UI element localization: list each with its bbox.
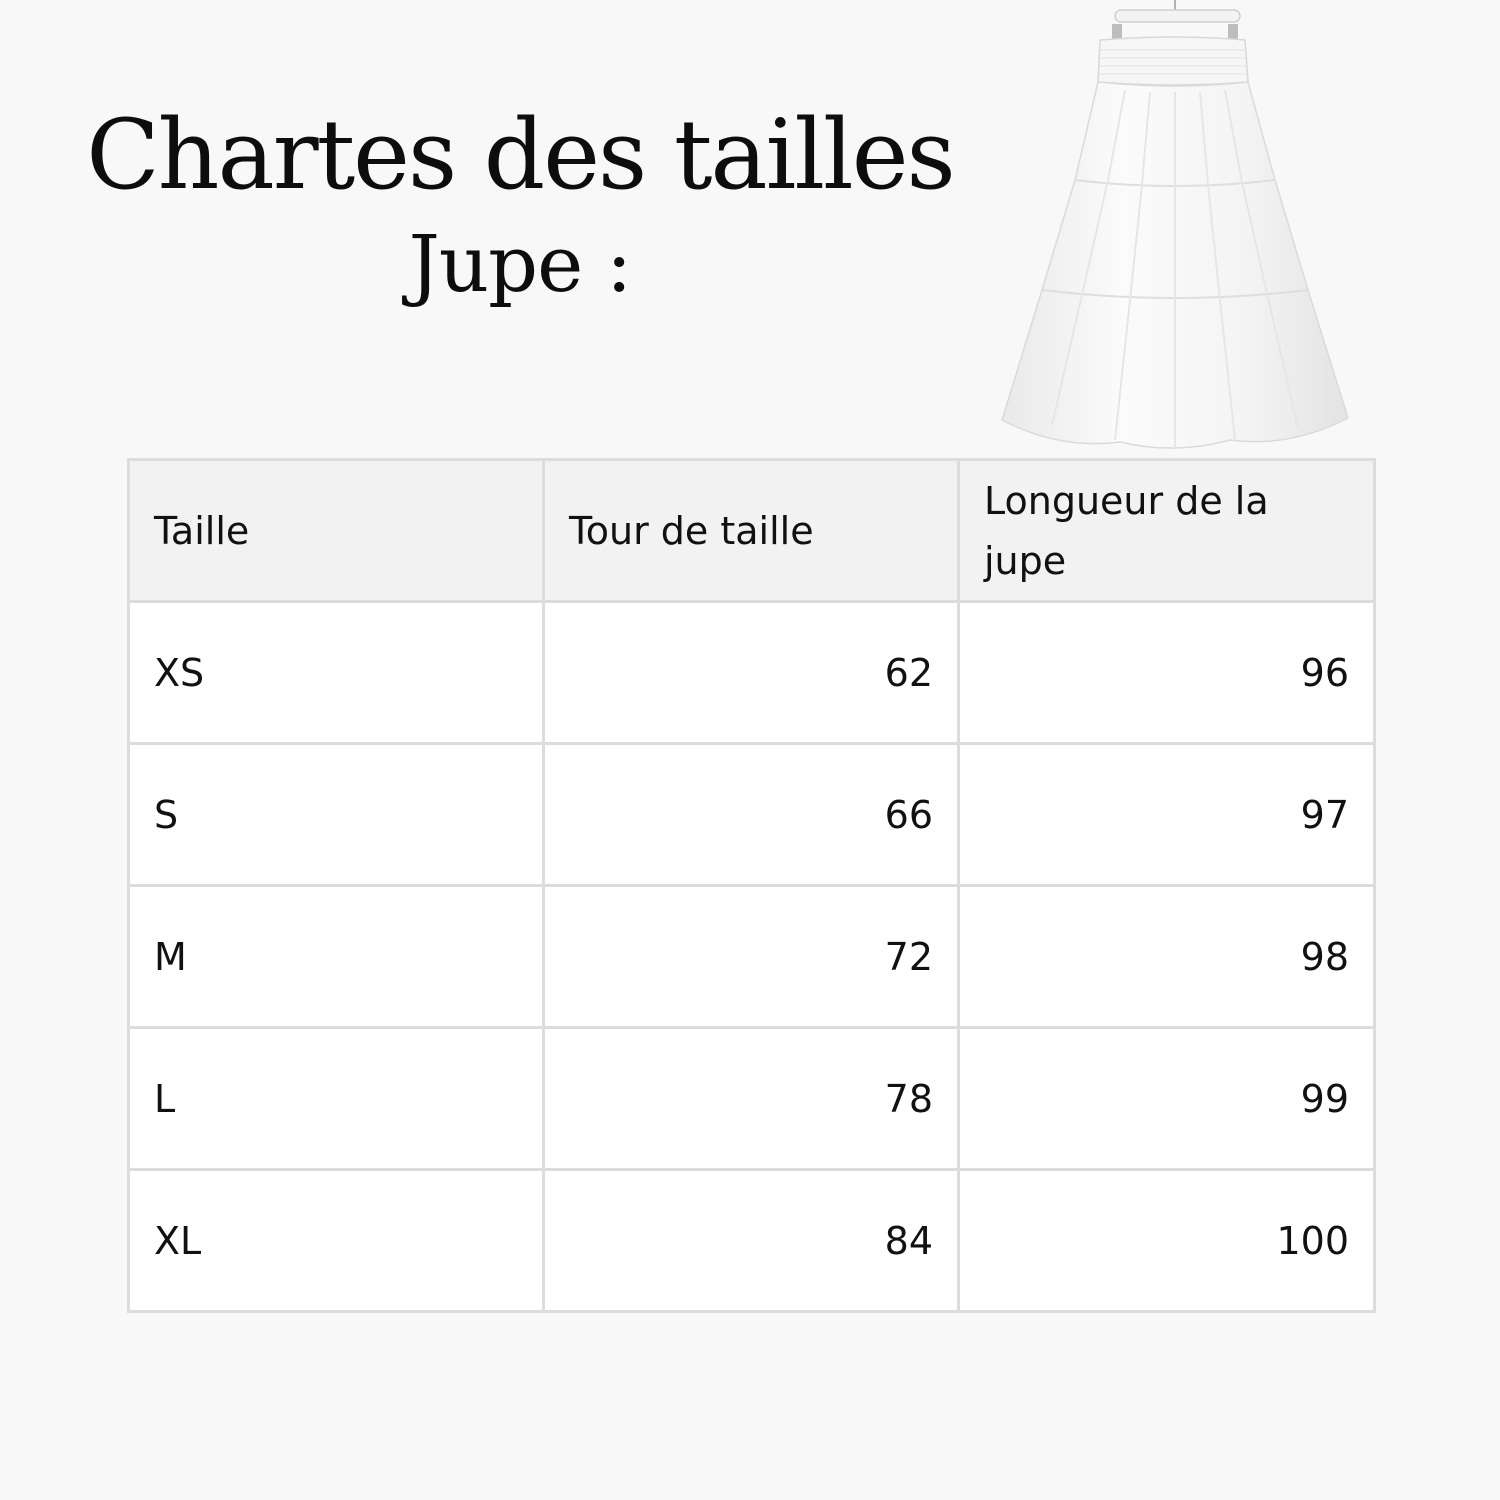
length-cell: 100 [959,1170,1375,1312]
column-header-waist: Tour de taille [544,460,959,602]
waist-cell: 78 [544,1028,959,1170]
column-header-length: Longueur de la jupe [959,460,1375,602]
table-row [129,1170,1375,1312]
length-cell: 98 [959,886,1375,1028]
size-cell: M [129,886,544,1028]
skirt-product-image [990,0,1360,455]
table-row [129,744,1375,886]
length-cell: 99 [959,1028,1375,1170]
size-cell: XL [129,1170,544,1312]
table-row [129,886,1375,1028]
size-cell: XS [129,602,544,744]
page-title: Chartes des tailles [86,99,954,211]
waist-cell: 84 [544,1170,959,1312]
page-subtitle: Jupe : [408,220,632,310]
length-cell: 96 [959,602,1375,744]
size-cell: L [129,1028,544,1170]
size-cell: S [129,744,544,886]
size-chart-table [127,458,1376,1313]
table-row [129,1028,1375,1170]
table-header-row [129,460,1375,602]
waist-cell: 72 [544,886,959,1028]
table-row [129,602,1375,744]
waist-cell: 66 [544,744,959,886]
waist-cell: 62 [544,602,959,744]
length-cell: 97 [959,744,1375,886]
column-header-size: Taille [129,460,544,602]
